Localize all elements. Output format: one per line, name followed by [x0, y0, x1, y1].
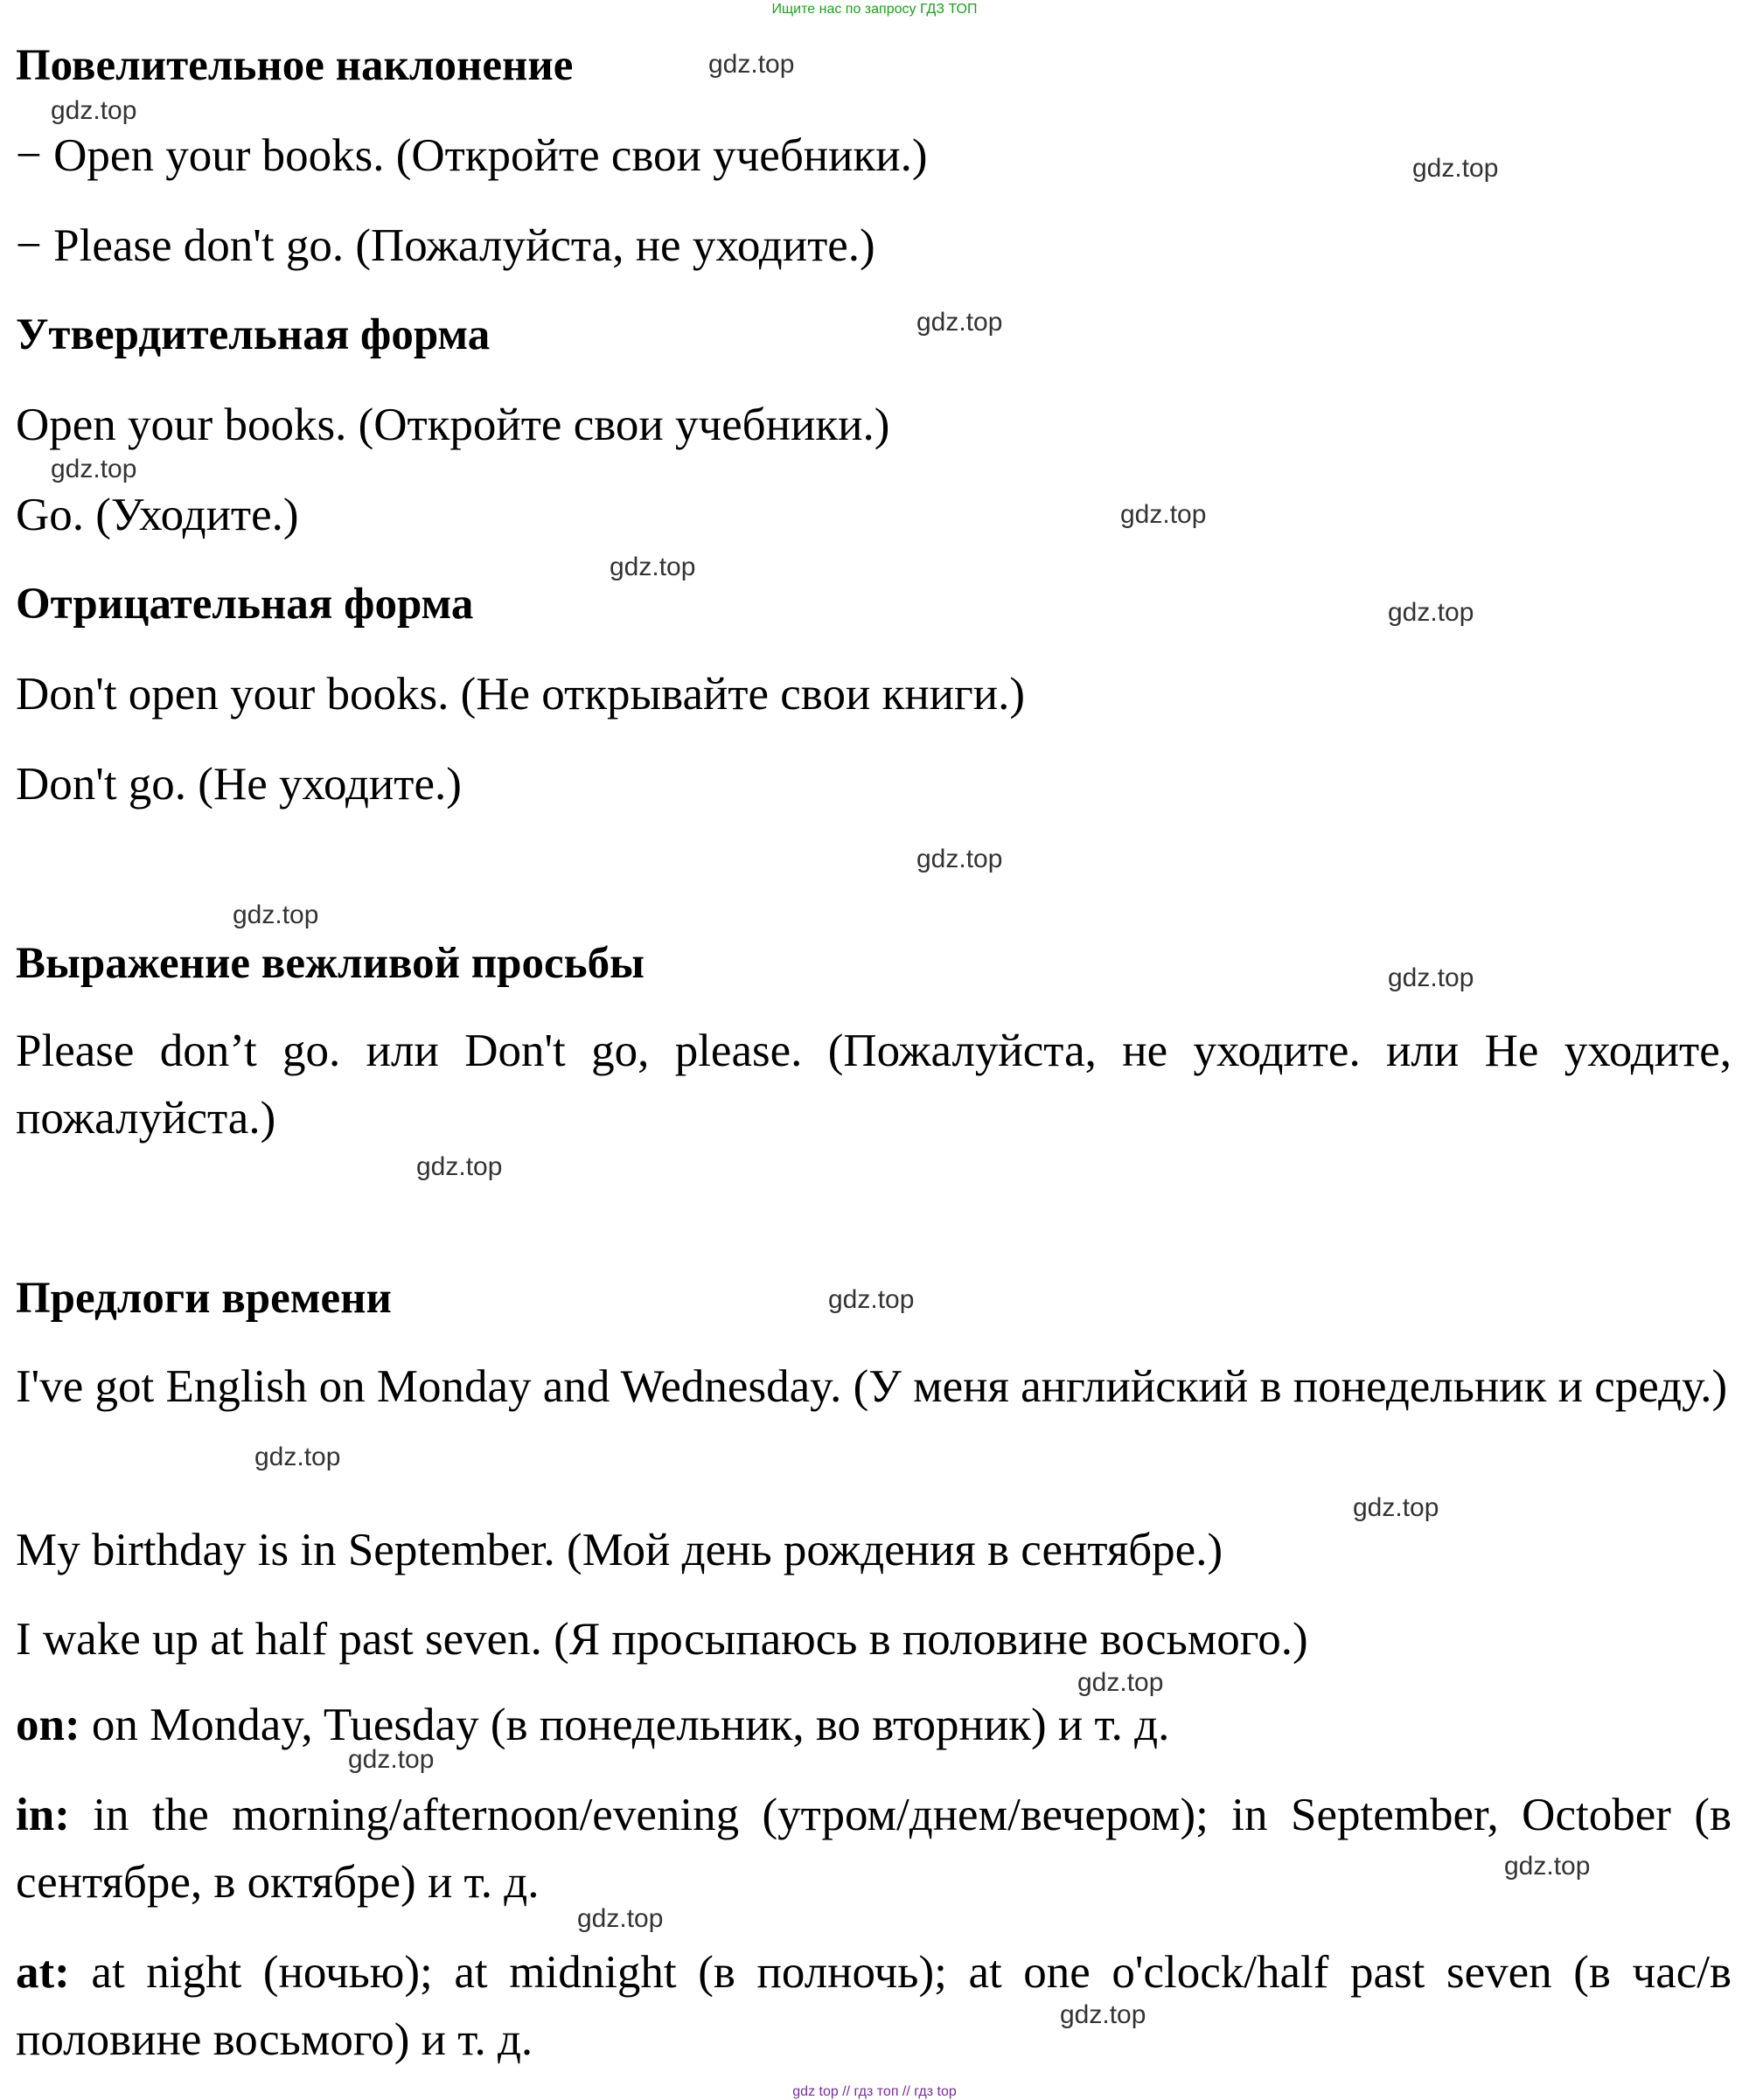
watermark: gdz.top [1120, 500, 1207, 529]
watermark: gdz.top [1412, 154, 1499, 183]
rule-on [16, 1692, 1732, 1759]
imperative-example-1: − Open your books. (Откройте свои учебники.) [16, 130, 928, 181]
watermark: gdz.top [1353, 1493, 1439, 1522]
watermark: gdz.top [1504, 1852, 1591, 1881]
watermark: gdz.top [233, 900, 319, 929]
watermark: gdz.top [916, 308, 1003, 337]
watermark: gdz.top [828, 1285, 915, 1314]
rule-at-text: at night (ночью); at midnight (в полночь); at one o'clock/half past seven (в час/в половине восьмого) и т. д. [16, 1947, 1732, 2065]
watermark: gdz.top [51, 455, 137, 483]
time-example-1: I've got English on Monday and Wednesday. (У меня английский в понедельник и среду.) [16, 1361, 1728, 1412]
section-title-negative: Отрицательная форма [16, 580, 474, 629]
section-title-affirmative: Утвердительная форма [16, 310, 491, 359]
rule-in [16, 1782, 1732, 1916]
watermark: gdz.top [348, 1745, 435, 1774]
bottom-banner: gdz top // гдз топ // гдз top [792, 2084, 957, 2099]
watermark: gdz.top [51, 96, 137, 125]
section-title-imperative: Повелительное наклонение [16, 41, 574, 90]
section-title-polite-request: Выражение вежливой просьбы [16, 939, 645, 988]
watermark: gdz.top [416, 1152, 503, 1181]
imperative-example-2: − Please don't go. (Пожалуйста, не уходите.) [16, 220, 875, 271]
rule-at-label: at: [16, 1947, 70, 1998]
watermark: gdz.top [610, 553, 696, 581]
rule-in-label: in: [16, 1790, 70, 1840]
affirmative-example-2: Go. (Уходите.) [16, 490, 299, 540]
watermark: gdz.top [1060, 2000, 1146, 2029]
watermark: gdz.top [916, 845, 1003, 873]
watermark: gdz.top [254, 1443, 341, 1471]
affirmative-example-1: Open your books. (Откройте свои учебники.) [16, 400, 890, 450]
watermark: gdz.top [708, 50, 795, 79]
watermark: gdz.top [1388, 963, 1474, 992]
top-banner: Ищите нас по запросу ГДЗ ТОП [771, 2, 978, 17]
time-example-2: My birthday is in September. (Мой день рождения в сентябре.) [16, 1525, 1223, 1575]
watermark: gdz.top [577, 1904, 664, 1933]
negative-example-1: Don't open your books. (Не открывайте свои книги.) [16, 669, 1026, 720]
negative-example-2: Don't go. (Не уходите.) [16, 759, 462, 810]
rule-on-text: on Monday, Tuesday (в понедельник, во вторник) и т. д. [91, 1700, 1170, 1750]
watermark: gdz.top [1077, 1668, 1164, 1697]
rule-on-label: on: [16, 1700, 80, 1750]
rule-at [16, 1939, 1732, 2074]
time-example-3: I wake up at half past seven. (Я просыпаюсь в половине восьмого.) [16, 1614, 1308, 1665]
watermark: gdz.top [1388, 598, 1474, 627]
polite-request-text: Please don’t go. или Don't go, please. (Пожалуйста, не уходите. или Не уходите, пожалуйста.) [16, 1026, 1732, 1144]
rule-in-text: in the morning/afternoon/evening (утром/днем/вечером); in September, October (в сентябре, в октябре) и т. д. [16, 1790, 1732, 1908]
section-title-time-prepositions: Предлоги времени [16, 1274, 392, 1323]
